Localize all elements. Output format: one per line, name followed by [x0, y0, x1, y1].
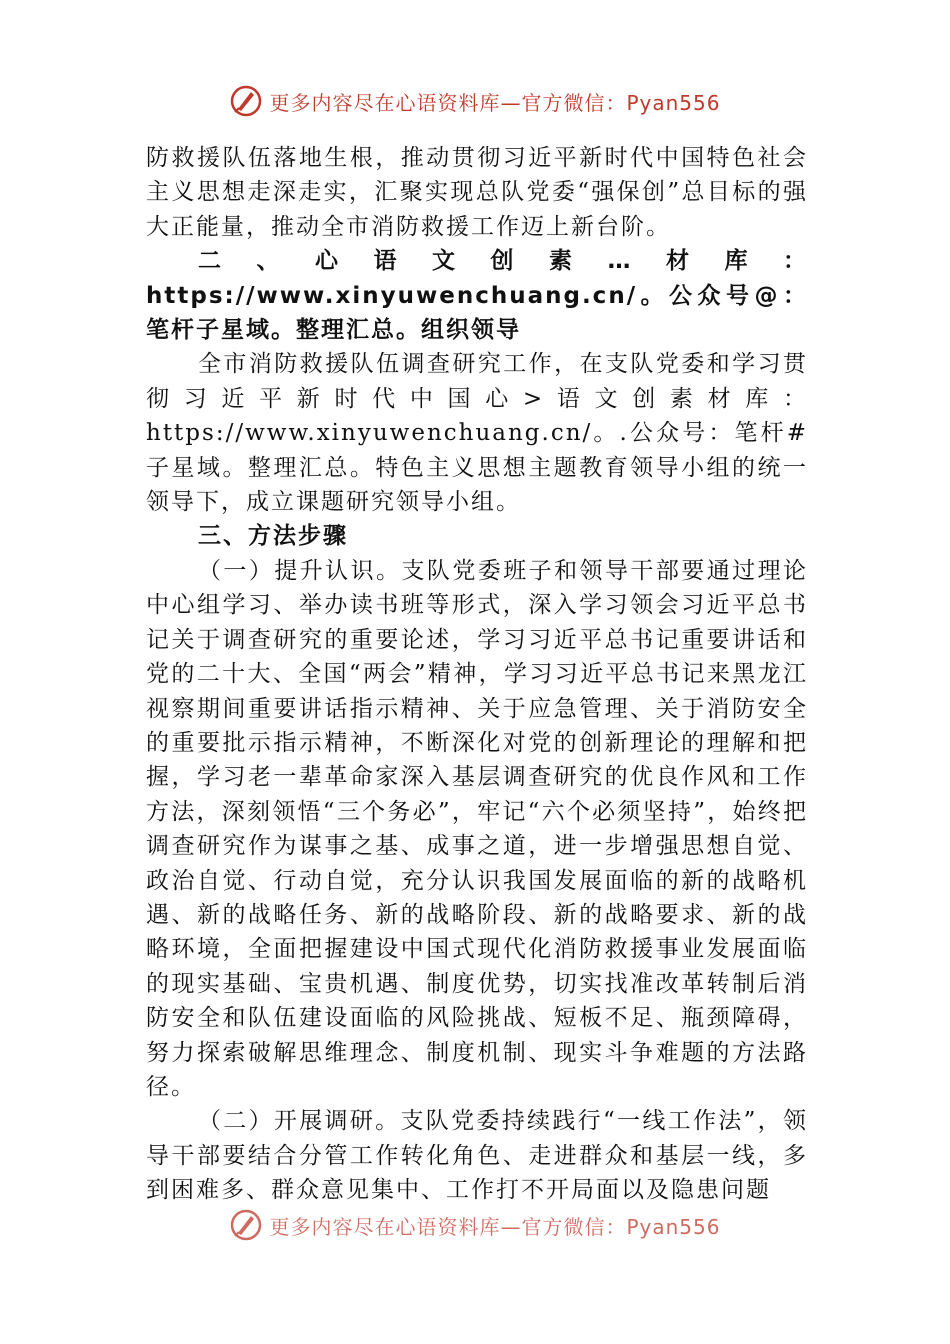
quill-circle-icon — [229, 1208, 263, 1242]
section-heading-2: 二、心语文创素…材库：https://www.xinyuwenchuang.cn/。公众号@：笔杆子星域。整理汇总。组织领导 — [146, 248, 808, 344]
paragraph-step-1: （一）提升认识。支队党委班子和领导干部要通过理论中心组学习、举办读书班等形式，深入学习领会习近平总书记关于调查研究的重要论述，学习习近平总书记重要讲话和党的二十大、全国“两会”精神，学习习近平总书记来黑龙江视察期间重要讲话指示精神、关于应急管理、关于消防安全的重要批示指示精神，不断深化对党的创新理论的理解和把握，学习老一辈革命家深入基层调查研究的优良作风和工作方法，深刻领悟“三个务必”，牢记“六个必须坚持”，始终把调查研究作为谋事之基、成事之道，进一步增强思想自觉、政治自觉、行动自觉，充分认识我国发展面临的新的战略机遇、新的战略任务、新的战略阶段、新的战略要求、新的战略环境，全面把握建设中国式现代化消防救援事业发展面临的现实基础、宝贵机遇、制度优势，切实找准改革转制后消防安全和队伍建设面临的风险挑战、短板不足、瓶颈障碍，努力探索破解思维理念、制度机制、现实斗争难题的方法路径。 — [146, 557, 808, 1100]
paragraph-leadership: 全市消防救援队伍调查研究工作，在支队党委和学习贯彻习近平新时代中国心>语文创素材库：https://www.xinyuwenchuang.cn/。.公众号：笔杆#子星域。整理汇总。特色主义思想主题教育领导小组的统一领导下，成立课题研究领导小组。 — [146, 351, 808, 516]
section-heading-3: 三、方法步骤 — [198, 523, 348, 550]
document-body — [146, 141, 808, 1215]
watermark-header — [0, 84, 950, 118]
watermark-text: 更多内容尽在心语资料库—官方微信：Pyan556 — [269, 1214, 721, 1239]
paragraph-intro: 防救援队伍落地生根，推动贯彻习近平新时代中国特色社会主义思想走深走实，汇聚实现总队党委“强保创”总目标的强大正能量，推动全市消防救援工作迈上新台阶。 — [146, 145, 808, 240]
watermark-footer — [0, 1208, 950, 1242]
quill-circle-icon — [229, 84, 263, 118]
paragraph-step-2: （二）开展调研。支队党委持续践行“一线工作法”，领导干部要结合分管工作转化角色、走进群众和基层一线，多到困难多、群众意见集中、工作打不开局面以及隐患问题 — [146, 1108, 808, 1204]
watermark-text: 更多内容尽在心语资料库—官方微信：Pyan556 — [269, 90, 721, 115]
